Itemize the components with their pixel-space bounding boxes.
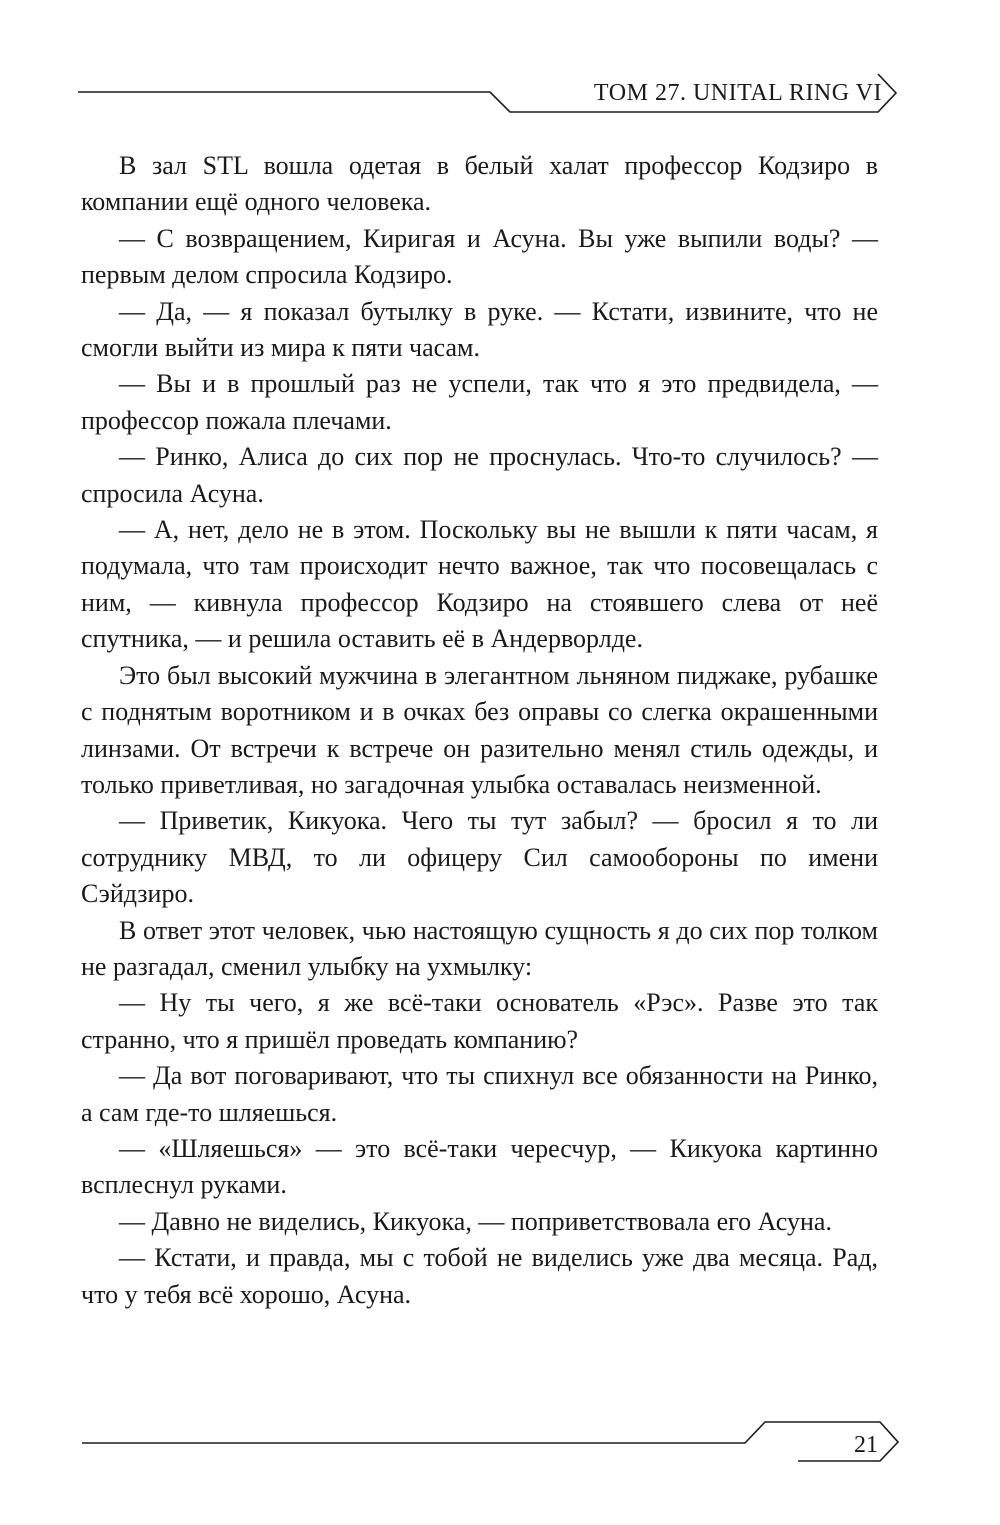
header-rule [0,0,1000,140]
paragraph: — Давно не виделись, Кикуока, — поприветствовала его Асуна. [119,1206,832,1236]
running-title: ТОМ 27. UNITAL RING VI [593,80,882,106]
paragraph: — Да, — я показал бутылку в руке. — Кстати, извините, что не смогли выйти из мира к пяти часам. [81,296,878,363]
page-footer [0,1410,1000,1470]
paragraph: — Ну ты чего, я же всё-таки основатель «Рэс». Разве это так странно, что я пришёл проведать компанию? [81,988,878,1054]
paragraph: — Вы и в прошлый раз не успели, так что я это предвидела, — профессор пожала плечами. [81,369,878,435]
paragraph: — А, нет, дело не в этом. Поскольку вы не вышли к пяти часам, я подумала, что там происходит нечто важное, так что посовещалась с ним, — кивнула профессор Кодзиро на стоявшего слева от неё спутника, — и решила оставить её в Андерворлде. [81,515,878,654]
body-text [81,148,878,1313]
paragraph: Это был высокий мужчина в элегантном льняном пиджаке, рубашке с поднятым воротником и в очках без оправы со слегка окрашенными линзами. От встречи к встрече он разительно менял стиль одежды, и только приветливая, но загадочная улыбка оставалась неизменной. [81,660,878,799]
paragraph: — Ринко, Алиса до сих пор не проснулась. Что-то случилось? — спросила Асуна. [81,442,878,508]
page-number: 21 [854,1432,878,1458]
page-header [0,0,1000,140]
paragraph: — «Шляешься» — это всё-таки чересчур, — Кикуока картинно всплеснул руками. [81,1133,878,1200]
paragraph: В ответ этот человек, чью настоящую сущность я до сих пор толком не разгадал, сменил улыбку на ухмылку: [81,915,878,981]
paragraph: — Приветик, Кикуока. Чего ты тут забыл? — бросил я то ли сотруднику МВД, то ли офицеру Сил самообороны по имени Сэйдзиро. [81,806,878,909]
paragraph: В зал STL вошла одетая в белый халат профессор Кодзиро в компании ещё одного человека. [81,151,878,217]
paragraph: — Да вот поговаривают, что ты спихнул все обязанности на Ринко, а сам где-то шляешься. [81,1061,878,1127]
footer-rule [0,1410,1000,1470]
paragraph: — Кстати, и правда, мы с тобой не виделись уже два месяца. Рад, что у тебя всё хорошо, Асуна. [81,1243,878,1309]
paragraph: — С возвращением, Киригая и Асуна. Вы уже выпили воды? — первым делом спросила Кодзиро. [81,223,878,290]
